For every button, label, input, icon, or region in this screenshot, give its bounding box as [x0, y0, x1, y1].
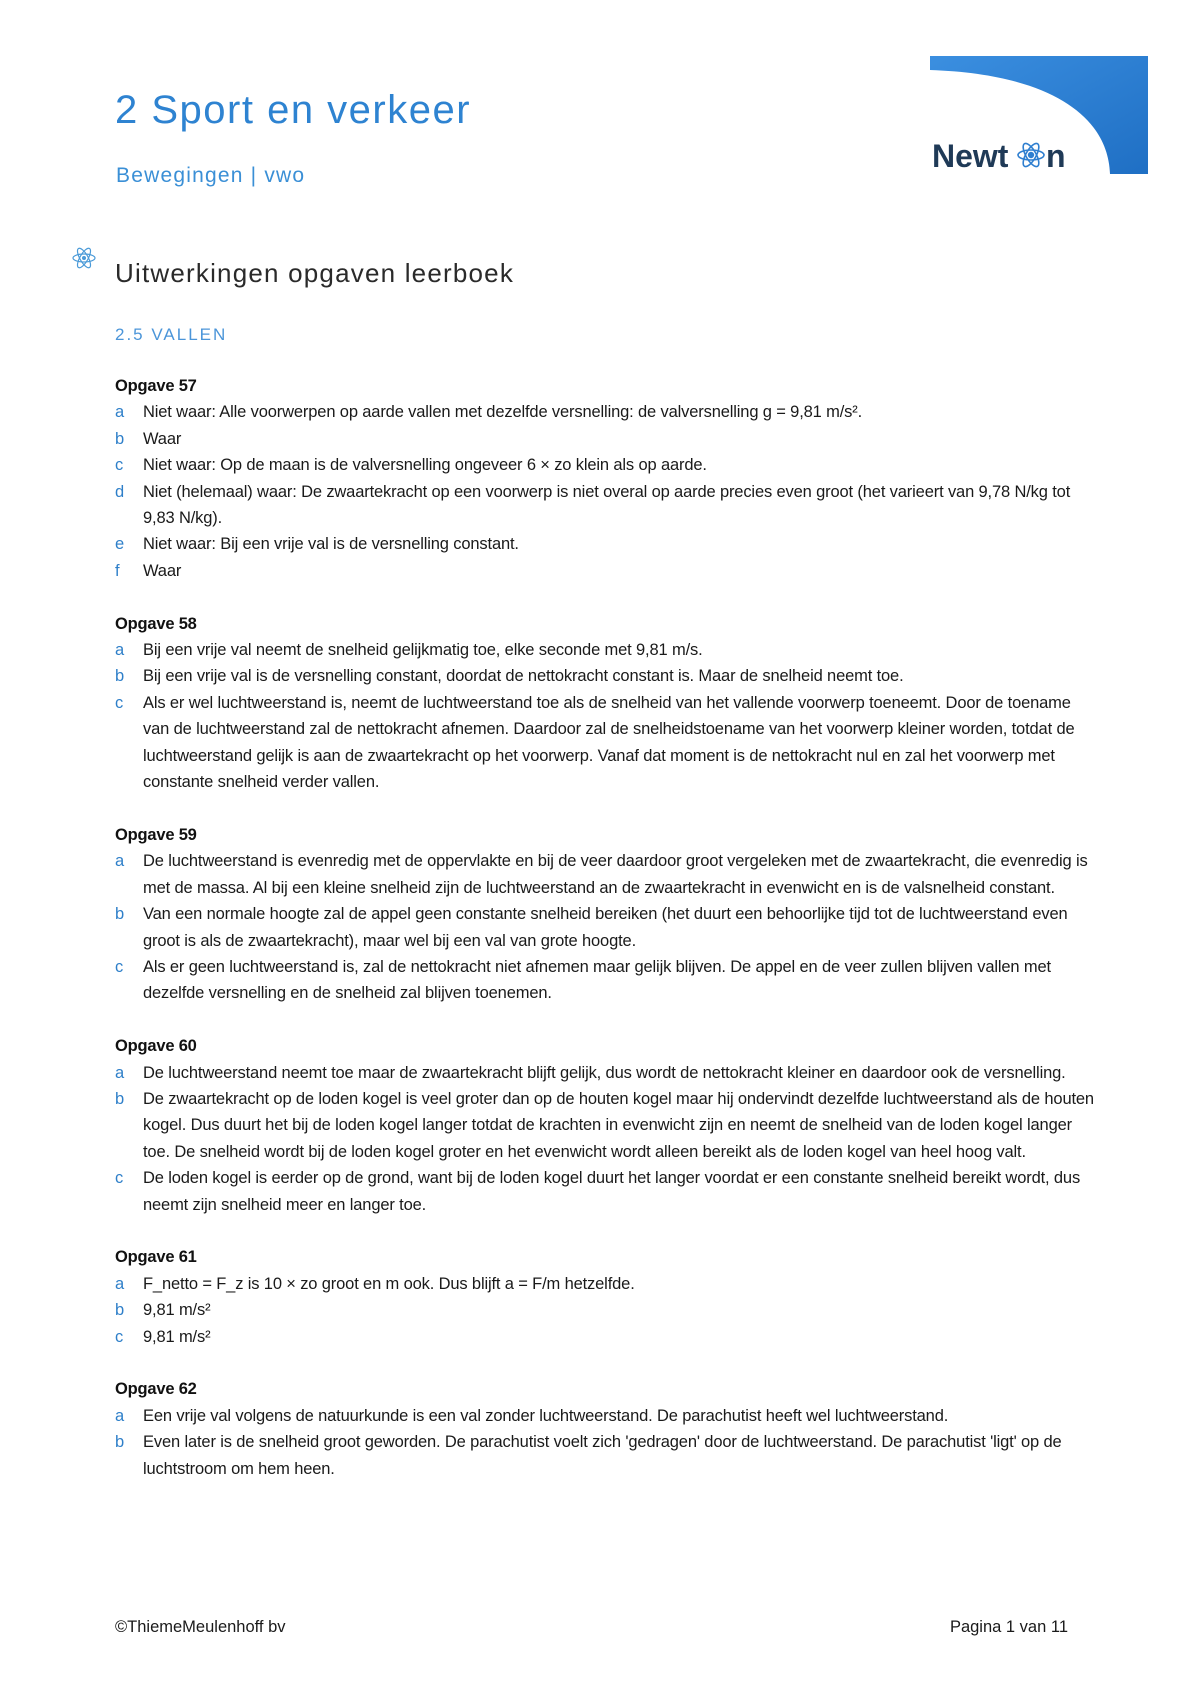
- exercise-block: [115, 1033, 1095, 1218]
- answer-text: Waar: [143, 429, 182, 448]
- exercise-block: [115, 822, 1095, 1007]
- answer-text: Een vrije val volgens de natuurkunde is een val zonder luchtweerstand. De parachutist heeft wel luchtweerstand.: [143, 1406, 949, 1425]
- answer-text: Bij een vrije val neemt de snelheid gelijkmatig toe, elke seconde met 9,81 m/s.: [143, 641, 703, 660]
- answer-item: [115, 954, 1095, 1007]
- answer-letter: b: [115, 1089, 125, 1108]
- exercise-title: Opgave 61: [115, 1248, 197, 1267]
- answer-letter: b: [115, 905, 125, 924]
- answer-text: Als er geen luchtweerstand is, zal de nettokracht niet afnemen maar gelijk blijven. De appel en de veer zullen blijven vallen met dezelfde versnelling en de snelheid zal blijven toenemen.: [143, 957, 1051, 1003]
- answer-letter: a: [115, 1063, 125, 1082]
- answer-text: Niet (helemaal) waar: De zwaartekracht op een voorwerp is niet overal op aarde precies even groot (het varieert van 9,78 N/kg tot 9,83 N/kg).: [143, 482, 1071, 528]
- answer-letter: c: [115, 1327, 124, 1346]
- answer-item: [115, 399, 1095, 425]
- answer-letter: a: [115, 403, 125, 422]
- answer-item: [115, 848, 1095, 901]
- exercise-block: [115, 1376, 1095, 1482]
- exercise-title: Opgave 59: [115, 825, 197, 844]
- footer-page-number: Pagina 1 van 11: [949, 1618, 1068, 1636]
- page-subtitle: Bewegingen | vwo: [116, 164, 306, 187]
- answer-item: [115, 426, 1095, 452]
- answer-item: [115, 1165, 1095, 1218]
- answer-text: 9,81 m/s²: [143, 1327, 211, 1346]
- answer-item: [115, 479, 1095, 532]
- answer-text: Van een normale hoogte zal de appel geen constante snelheid bereiken (het duurt een behoorlijke tijd tot de luchtweerstand even groot is als de zwaartekracht), maar wel bij een val van grote hoogte.: [143, 905, 1068, 950]
- answer-letter: b: [115, 429, 125, 448]
- answer-letter: c: [115, 1169, 124, 1188]
- exercises-list: [115, 373, 1095, 1508]
- answer-item: [115, 663, 1095, 689]
- svg-text:Newt: Newt: [932, 138, 1009, 174]
- page-title: 2 Sport en verkeer: [115, 88, 472, 132]
- answer-letter: e: [115, 535, 125, 554]
- exercise-block: [115, 373, 1095, 584]
- answer-letter: b: [115, 1301, 125, 1320]
- answer-item: [115, 1403, 1095, 1429]
- answer-letter: f: [115, 561, 120, 580]
- newton-logo: [930, 56, 1148, 174]
- answer-item: [115, 1429, 1095, 1482]
- atom-icon: [70, 244, 98, 272]
- answer-letter: c: [115, 693, 124, 712]
- answer-text: F_netto = F_z is 10 × zo groot en m ook. Dus blijft a = F/m hetzelfde.: [143, 1274, 635, 1293]
- answer-item: [115, 1271, 1095, 1297]
- answer-item: [115, 1324, 1095, 1350]
- answer-letter: a: [115, 1406, 125, 1425]
- answer-text: Niet waar: Op de maan is de valversnelling ongeveer 6 × zo klein als op aarde.: [143, 456, 707, 475]
- answer-text: Bij een vrije val is de versnelling constant, doordat de nettokracht constant is. Maar de snelheid neemt toe.: [143, 667, 904, 686]
- answer-text: Als er wel luchtweerstand is, neemt de luchtweerstand toe als de snelheid van het vallende voorwerp toeneemt. Door de toename van de luchtweerstand zal de nettokracht afnemen. Daardoor zal de snelheidstoename van het voorwerp kleiner worden, totdat de luchtweerstand gelijk is aan de zwaartekracht op het voorwerp. Vanaf dat moment is de nettokracht nul en zal het voorwerp met constante snelheid verder vallen.: [143, 693, 1075, 792]
- answer-item: [115, 637, 1095, 663]
- answer-letter: d: [115, 482, 125, 501]
- exercise-title: Opgave 60: [115, 1037, 197, 1056]
- answer-text: Even later is de snelheid groot geworden. De parachutist voelt zich 'gedragen' door de luchtweerstand. De parachutist 'ligt' op de luchtstroom om hem heen.: [143, 1433, 1062, 1478]
- answer-item: [115, 1086, 1095, 1165]
- section-title: 2.5 VALLEN: [115, 325, 228, 344]
- answer-text: Waar: [143, 561, 182, 580]
- exercise-title: Opgave 57: [115, 377, 197, 395]
- answer-item: [115, 1060, 1095, 1086]
- answer-text: 9,81 m/s²: [143, 1301, 211, 1320]
- answer-text: De luchtweerstand neemt toe maar de zwaartekracht blijft gelijk, dus wordt de nettokracht kleiner en daardoor ook de versnelling.: [143, 1063, 1066, 1082]
- exercise-title: Opgave 58: [115, 614, 197, 633]
- section-heading: Uitwerkingen opgaven leerboek: [115, 258, 515, 288]
- footer-copyright: ©ThiemeMeulenhoff bv: [115, 1618, 286, 1636]
- answer-item: [115, 901, 1095, 954]
- svg-text:n: n: [1046, 138, 1066, 174]
- answer-letter: a: [115, 641, 125, 660]
- answer-item: [115, 558, 1095, 584]
- answer-letter: c: [115, 957, 124, 976]
- answer-text: Niet waar: Bij een vrije val is de versnelling constant.: [143, 535, 519, 554]
- answer-item: [115, 531, 1095, 557]
- exercise-block: [115, 1244, 1095, 1350]
- answer-letter: a: [115, 1274, 125, 1293]
- answer-letter: c: [115, 456, 124, 475]
- answer-text: De zwaartekracht op de loden kogel is veel groter dan op de houten kogel maar hij ondervindt dezelfde luchtweerstand als de houten kogel. Dus duurt het bij de loden kogel langer totdat de krachten in evenwicht zijn en neemt de snelheid van de loden kogel langer toe. De snelheid wordt bij de loden kogel groter en het evenwicht wordt alleen bereikt als de loden kogel van heel hoog valt.: [143, 1089, 1094, 1161]
- answer-item: [115, 1297, 1095, 1323]
- answer-letter: b: [115, 667, 125, 686]
- answer-item: [115, 452, 1095, 478]
- exercise-title: Opgave 62: [115, 1380, 197, 1399]
- answer-item: [115, 690, 1095, 796]
- answer-letter: b: [115, 1433, 125, 1452]
- answer-text: De loden kogel is eerder op de grond, want bij de loden kogel duurt het langer voordat er een constante snelheid bereikt wordt, dus neemt zijn snelheid meer en langer toe.: [143, 1169, 1081, 1214]
- answer-text: De luchtweerstand is evenredig met de oppervlakte en bij de veer daardoor groot vergeleken met de zwaartekracht, die evenredig is met de massa. Al bij een kleine snelheid zijn de luchtweerstand an de zwaartekracht in evenwicht en is de valsnelheid constant.: [143, 852, 1088, 897]
- answer-text: Niet waar: Alle voorwerpen op aarde vallen met dezelfde versnelling: de valversnelling g = 9,81 m/s².: [143, 403, 863, 422]
- exercise-block: [115, 611, 1095, 796]
- answer-letter: a: [115, 852, 125, 871]
